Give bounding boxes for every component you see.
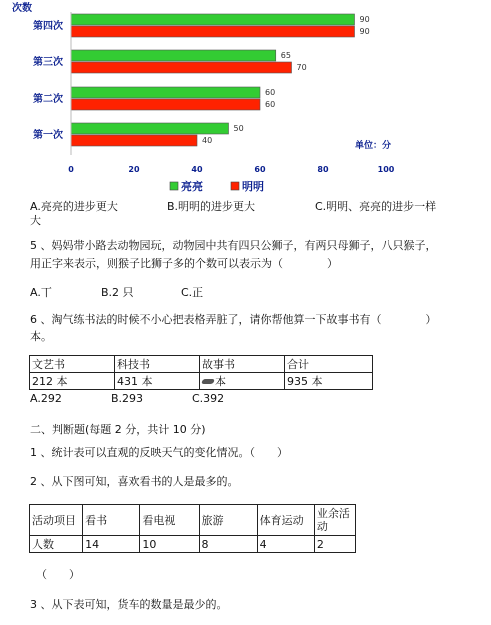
q6-option-a: A.292 [30,392,62,405]
table-header-cell: 业余活动 [314,505,355,536]
table-row [30,373,373,390]
chart-unit-label: 单位：分 [355,141,392,151]
bar-liangliang [71,50,276,61]
bar-value-label: 90 [359,27,370,36]
x-tick-label: 20 [128,165,140,174]
category-label: 第三次 [33,57,63,68]
q5-question-line1: 5 、妈妈带小路去动物园玩，动物园中共有四只公狮子，有两只母狮子，八只猴子， [30,239,437,252]
table-header-cell: 旅游 [199,505,257,536]
table-cell: 8 [199,536,257,553]
table-cell: 14 [83,536,140,553]
q4-option-a: A.亮亮的进步更大 [30,200,118,213]
judgement-1: 1 、统计表可以直观的反映天气的变化情况。（ ） [30,446,288,459]
legend-swatch [231,182,239,190]
section-heading: 二、判断题(每题 2 分，共计 10 分) [30,423,206,436]
bar-value-label: 90 [359,15,370,24]
table-header-cell: 活动项目 [30,505,83,536]
table-cell: 212 本 [30,373,115,390]
bar-mingming [71,99,260,110]
q6-book-table [29,355,373,390]
q4-option-c-continued: 大 [30,214,41,227]
table-row [30,505,356,536]
x-tick-label: 0 [68,165,74,174]
table-row [30,536,356,553]
judgement-3: 3 、从下表可知，货车的数量是最少的。 [30,598,228,611]
bar-value-label: 50 [233,124,244,133]
q6-question-line2: 本。 [30,330,52,343]
table-header-cell: 科技书 [115,356,200,373]
table-header-cell: 看电视 [140,505,199,536]
table-cell: 935 本 [285,373,373,390]
table-cell: 4 [257,536,314,553]
bar-value-label: 70 [296,63,307,72]
q4-option-c: C.明明、亮亮的进步一样 [315,200,437,213]
q5-option-a: A.丅 [30,286,52,299]
bar-liangliang [71,123,229,134]
bar-value-label: 40 [202,136,213,145]
table-cell: 10 [140,536,199,553]
table-header-cell: 合计 [285,356,373,373]
category-label: 第四次 [33,21,63,32]
q5-option-c: C.正 [181,286,204,299]
bar-value-label: 60 [265,88,276,97]
bar-mingming [71,135,197,146]
activity-table [29,504,356,553]
x-tick-label: 40 [191,165,203,174]
x-tick-label: 80 [317,165,329,174]
table-cell: 431 本 [115,373,200,390]
bar-chart [0,0,491,196]
category-label: 第二次 [33,94,63,105]
bar-mingming [71,62,292,73]
q6-option-b: B.293 [111,392,144,405]
q4-option-b: B.明明的进步更大 [167,200,256,213]
q5-option-b: B.2 只 [101,286,134,299]
table-cell: 2 [314,536,355,553]
q6-option-c: C.392 [192,392,225,405]
table-row-label: 人数 [30,536,83,553]
table-cell-text: 本 [215,374,226,388]
bar-value-label: 65 [280,51,291,60]
bar-value-label: 60 [265,100,276,109]
legend-label: 明明 [242,180,264,193]
category-label: 第一次 [33,130,63,141]
table-header-cell: 体育运动 [257,505,314,536]
x-tick-label: 60 [254,165,266,174]
table-cell-smudged [200,373,285,390]
x-tick-label: 100 [377,165,395,174]
table-row [30,356,373,373]
q6-question-line1: 6 、淘气练书法的时候不小心把表格弄脏了，请你帮他算一下故事书有（ ） [30,313,437,326]
bar-liangliang [71,14,355,25]
bar-mingming [71,26,355,37]
legend-swatch [170,182,178,190]
table-header-cell: 故事书 [200,356,285,373]
table-header-cell: 文艺书 [30,356,115,373]
table-header-cell: 看书 [83,505,140,536]
q5-question-line2: 用正字来表示，则猴子比狮子多的个数可以表示为（ ） [30,257,338,270]
chart-y-title: 次数 [12,3,32,14]
judgement-2-answer: （ ） [36,568,80,581]
ink-smudge-icon [201,379,215,384]
bar-liangliang [71,87,260,98]
judgement-2: 2 、从下图可知，喜欢看书的人是最多的。 [30,475,239,488]
legend-label: 亮亮 [181,180,203,193]
